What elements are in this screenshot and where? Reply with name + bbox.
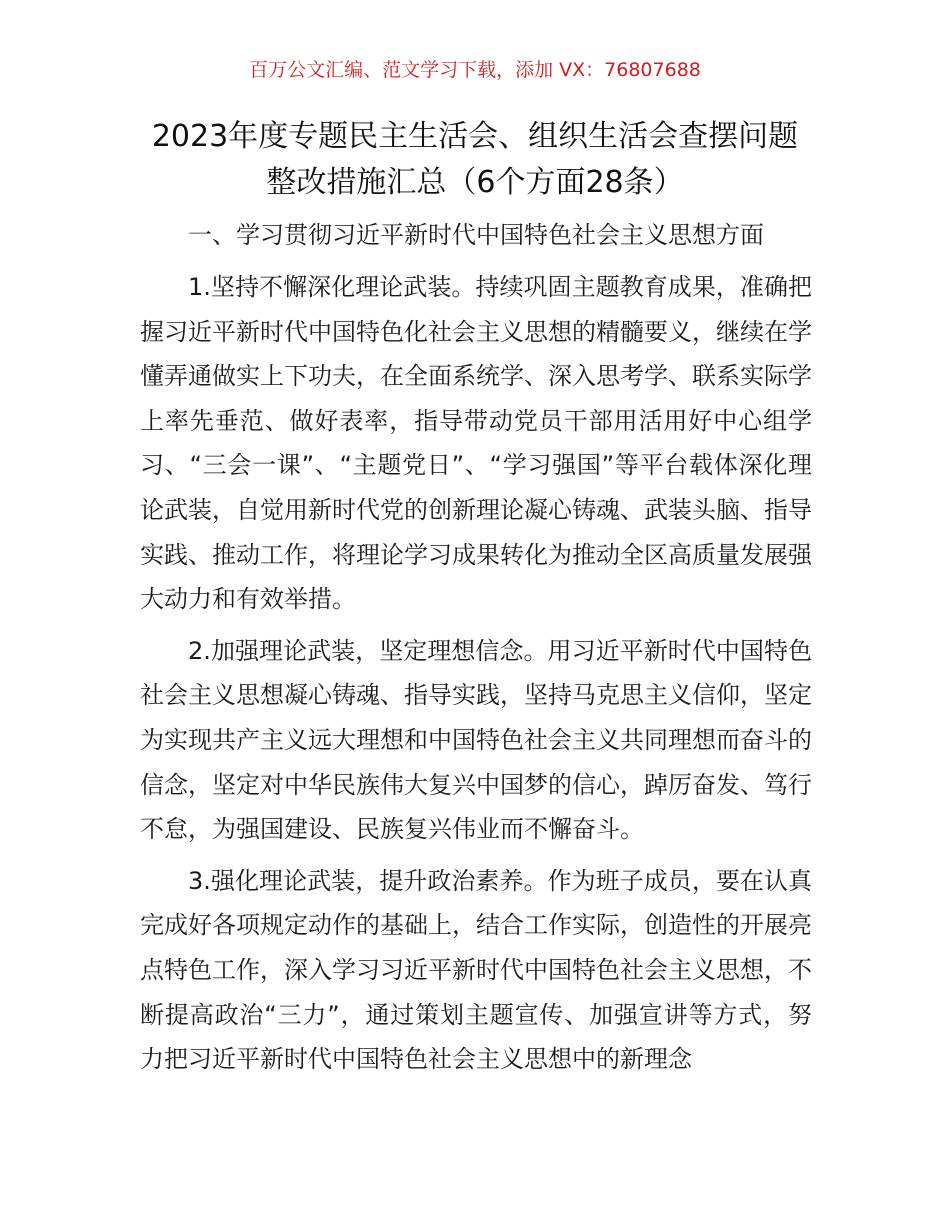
section-heading: 一、学习贯彻习近平新时代中国特色社会主义思想方面: [188, 221, 764, 249]
paragraph-2: 2.加强理论武装，坚定理想信念。用习近平新时代中国特色社会主义思想凝心铸魂、指导实践，坚持马克思主义信仰，坚定为实现共产主义远大理想和中国特色社会主义共同理想而奋斗的信念，坚定对中华民族伟大复兴中国梦的信心，踔厉奋发、笃行不怠，为强国建设、民族复兴伟业而不懈奋斗。: [140, 636, 812, 844]
paragraph-1: 1.坚持不懈深化理论武装。持续巩固主题教育成果，准确把握习近平新时代中国特色化社会主义思想的精髓要义，继续在学懂弄通做实上下功夫，在全面系统学、深入思考学、联系实际学上率先垂范、做好表率，指导带动党员干部用活用好中心组学习、“三会一课”、“主题党日”、“学习强国”等平台载体深化理论武装，自觉用新时代党的创新理论凝心铸魂、武装头脑、指导实践、推动工作，将理论学习成果转化为推动全区高质量发展强大动力和有效举措。: [140, 273, 812, 614]
document-body: [140, 213, 812, 1089]
document-title: 2023年度专题民主生活会、组织生活会查摆问题整改措施汇总（6个方面28条）: [151, 119, 799, 200]
header-note: 百万公文汇编、范文学习下载，添加 VX：76807688: [249, 59, 701, 81]
paragraph-3: 3.强化理论武装，提升政治素养。作为班子成员，要在认真完成好各项规定动作的基础上，结合工作实际，创造性的开展亮点特色工作，深入学习习近平新时代中国特色社会主义思想，不断提高政治“三力”，通过策划主题宣传、加强宣讲等方式，努力把习近平新时代中国特色社会主义思想中的新理念: [140, 866, 812, 1074]
